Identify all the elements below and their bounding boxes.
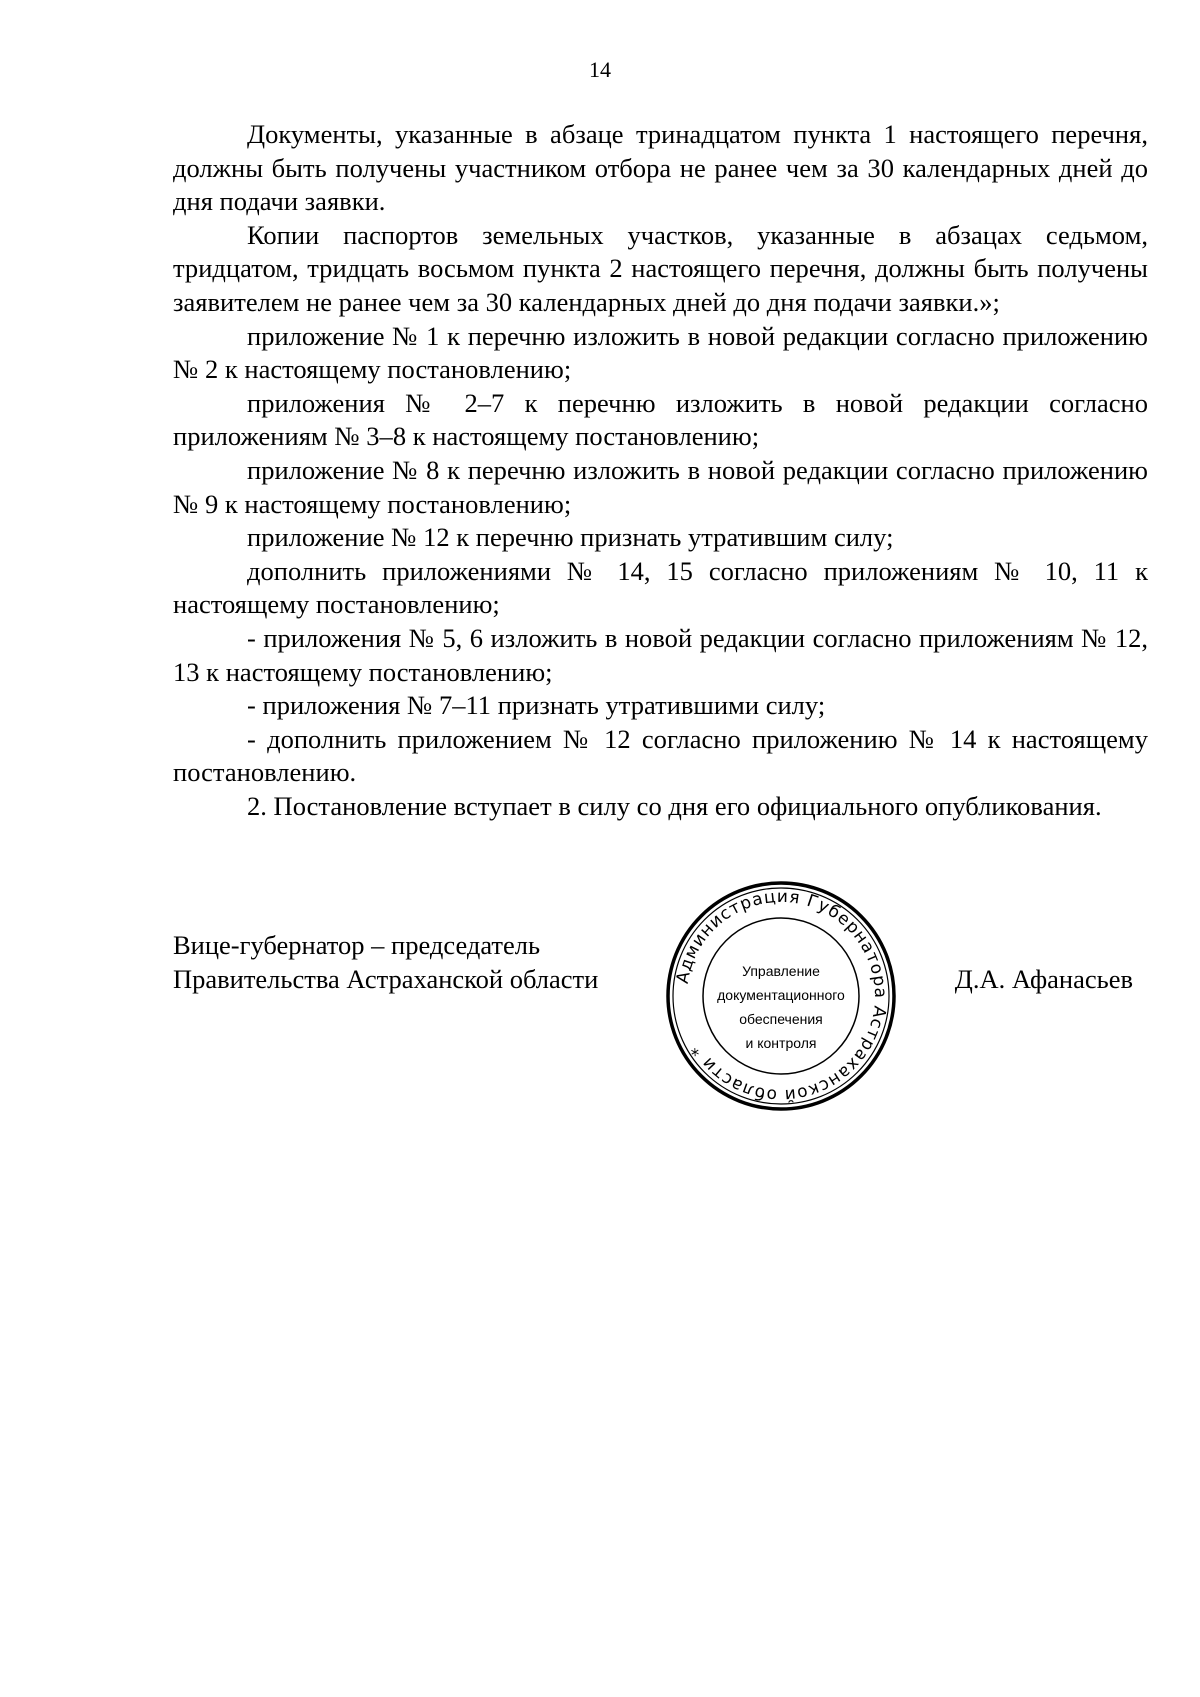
paragraph: - приложения № 7–11 признать утратившими силу; <box>247 690 826 721</box>
paragraph: - приложения № 5, 6 изложить в новой редакции согласно приложениям № 12, 13 к настоящему постановлению; <box>173 622 1148 687</box>
signatory-position-line2: Правительства Астраханской области <box>173 964 599 994</box>
paragraph: приложения № 2–7 к перечню изложить в новой редакции согласно приложениям № 3–8 к настоящему постановлению; <box>173 387 1148 452</box>
signatory-position-line1: Вице-губернатор – председатель <box>173 930 541 960</box>
document-body <box>173 118 1148 823</box>
stamp-outer-text: Администрация Губернатора Астраханской области * <box>672 886 891 1106</box>
signatory-position <box>173 928 598 996</box>
paragraph: - дополнить приложением № 12 согласно приложению № 14 к настоящему постановлению. <box>173 723 1148 788</box>
paragraph: приложение № 1 к перечню изложить в новой редакции согласно приложению № 2 к настоящему постановлению; <box>173 320 1148 385</box>
signatory-name: Д.А. Афанасьев <box>954 964 1133 994</box>
page-number: 14 <box>589 57 611 82</box>
paragraph: Документы, указанные в абзаце тринадцатом пункта 1 настоящего перечня, должны быть получены участником отбора не ранее чем за 30 календарных дней до дня подачи заявки. <box>173 119 1148 217</box>
paragraph: приложение № 12 к перечню признать утратившим силу; <box>247 522 894 553</box>
paragraph: приложение № 8 к перечню изложить в новой редакции согласно приложению № 9 к настоящему постановлению; <box>173 454 1148 519</box>
stamp-inner-line: документационного <box>717 987 845 1003</box>
stamp-inner-line: Управление <box>742 963 820 979</box>
paragraph: дополнить приложениями № 14, 15 согласно приложениям № 10, 11 к настоящему постановлению; <box>173 555 1148 620</box>
official-stamp <box>665 880 897 1112</box>
stamp-inner-line: обеспечения <box>739 1011 823 1027</box>
stamp-inner-line: и контроля <box>745 1035 817 1051</box>
paragraph: 2. Постановление вступает в силу со дня его официального опубликования. <box>247 790 1102 821</box>
paragraph: Копии паспортов земельных участков, указанные в абзацах седьмом, тридцатом, тридцать восьмом пункта 2 настоящего перечня, должны быть получены заявителем не ранее чем за 30 календарных дней до дня подачи заявки.»; <box>173 219 1148 317</box>
